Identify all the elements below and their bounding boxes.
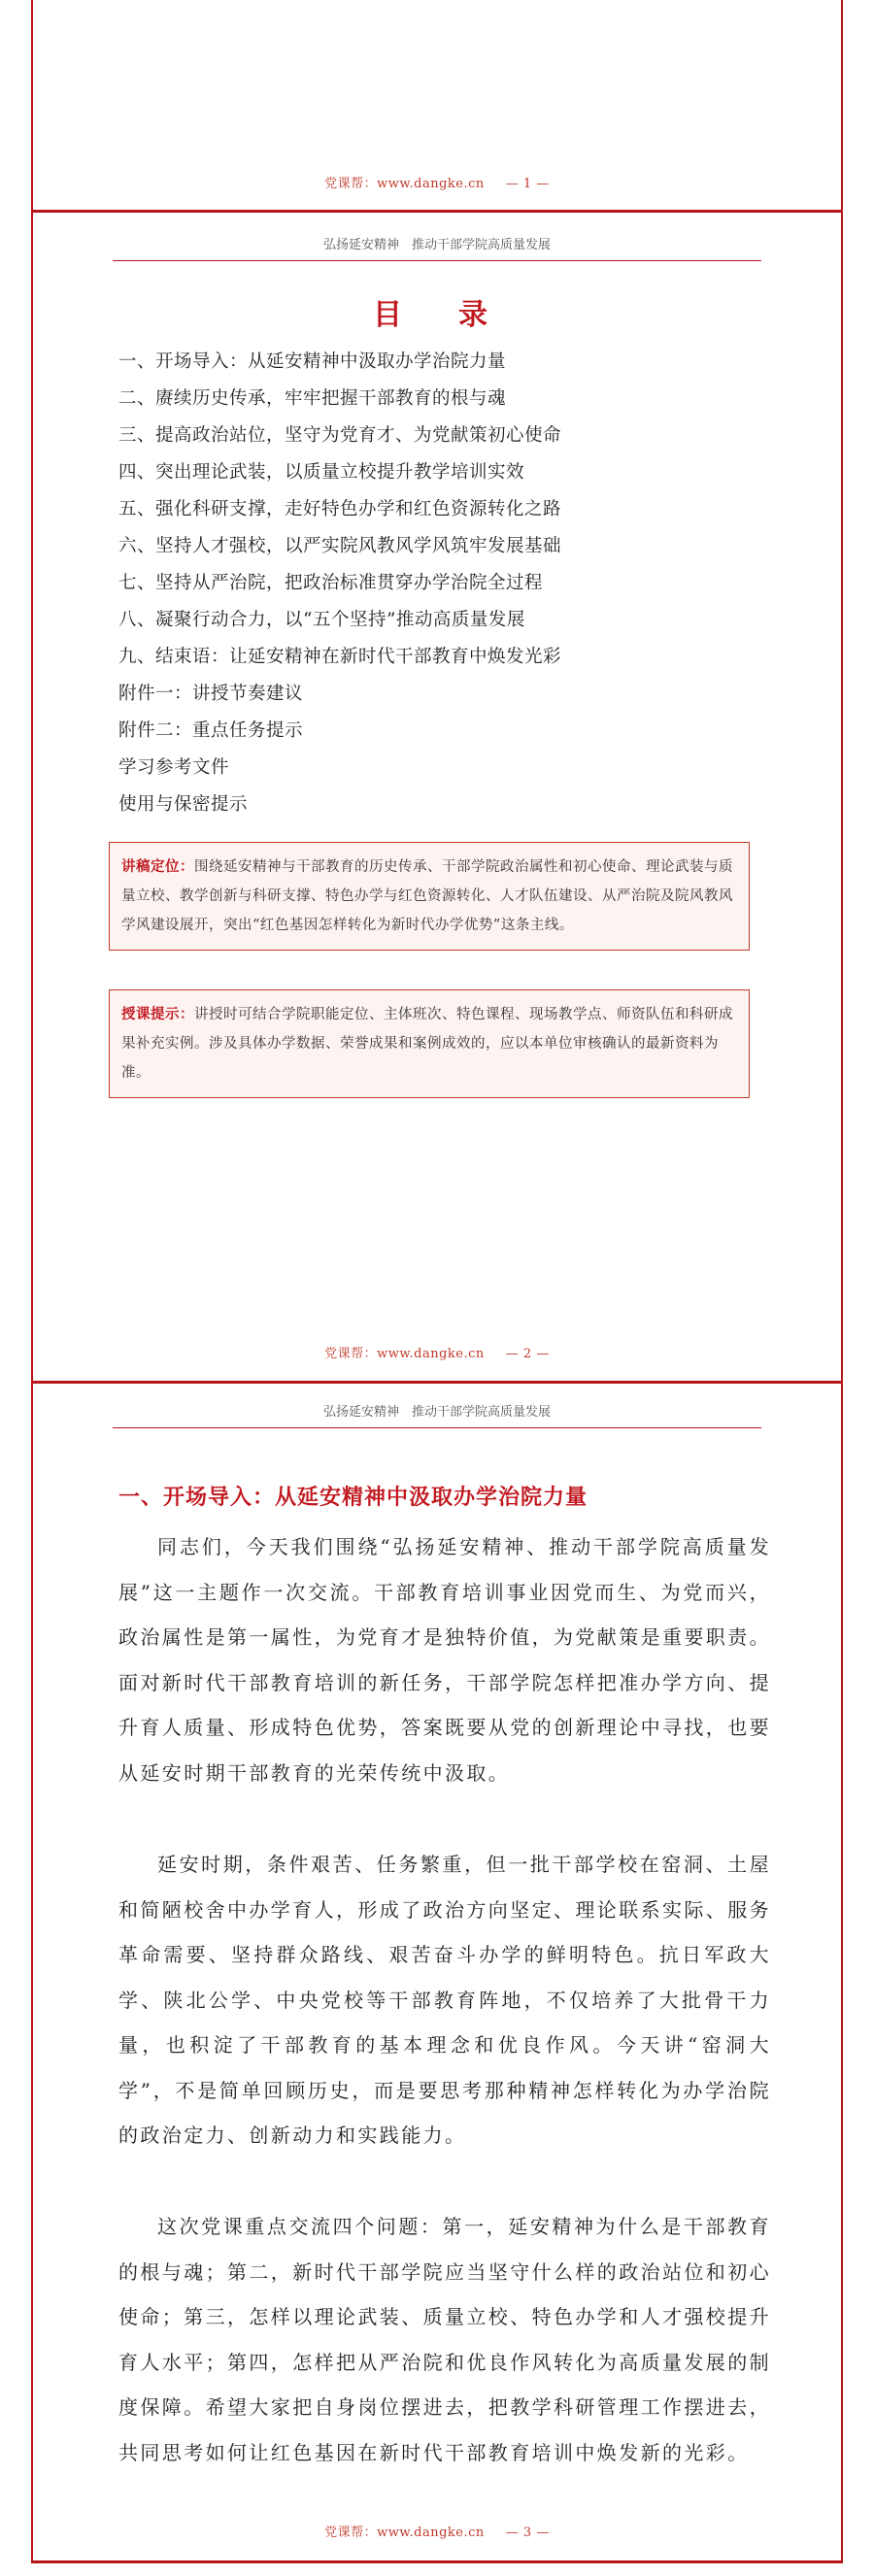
page-header: 弘扬延安精神 推动干部学院高质量发展 <box>113 234 761 261</box>
toc-item[interactable]: 一、开场导入：从延安精神中汲取办学治院力量 <box>118 351 507 372</box>
toc-item[interactable]: 七、坚持从严治院，把政治标准贯穿办学治院全过程 <box>118 573 544 593</box>
footer-site: 党课帮：www.dangke.cn <box>324 1347 485 1361</box>
toc-item[interactable]: 附件一：讲授节奏建议 <box>118 684 304 704</box>
page-footer <box>33 173 841 191</box>
toc-title: 目 录 <box>373 298 501 332</box>
body-paragraph: 同志们，今天我们围绕“弘扬延安精神、推动干部学院高质量发展”这一主题作一次交流。干部教育培训事业因党而生、为党而兴，政治属性是第一属性，为党育才是独特价值，为党献策是重要职责。面对新时代干部教育培训的新任务，干部学院怎样把准办学方向、提升育人质量、形成特色优势，答案既要从党的创新理论中寻找，也要从延安时期干部教育的光荣传统中汲取。 <box>118 1535 771 1785</box>
body-paragraph: 延安时期，条件艰苦、任务繁重，但一批干部学校在窑洞、土屋和简陋校舍中办学育人，形成了政治方向坚定、理论联系实际、服务革命需要、坚持群众路线、艰苦奋斗办学的鲜明特色。抗日军政大学、陕北公学、中央党校等干部教育阵地，不仅培养了大批骨干力量，也积淀了干部教育的基本理念和优良作风。今天讲“窑洞大学”，不是简单回顾历史，而是要思考那种精神怎样转化为办学治院的政治定力、创新动力和实践能力。 <box>118 1853 771 2147</box>
toc-item[interactable]: 八、凝聚行动合力，以“五个坚持”推动高质量发展 <box>118 610 525 630</box>
toc-item[interactable]: 九、结束语：让延安精神在新时代干部教育中焕发光彩 <box>118 647 562 667</box>
toc-list <box>118 344 783 823</box>
page-number: — 2 — <box>505 1347 550 1361</box>
note-text: 围绕延安精神与干部教育的历史传承、干部学院政治属性和初心使命、理论武装与质量立校、教学创新与科研支撑、特色办学与红色资源转化、人才队伍建设、从严治院及院风教风学风建设展开，突出“红色基因怎样转化为新时代办学优势”这条主线。 <box>121 859 733 933</box>
positioning-note <box>109 842 750 951</box>
page-2 <box>31 213 843 1382</box>
toc-item[interactable]: 三、提高政治站位，坚守为党育才、为党献策初心使命 <box>118 425 562 446</box>
toc-item[interactable]: 附件二：重点任务提示 <box>118 720 304 741</box>
page-footer <box>33 1343 841 1361</box>
note-label: 讲稿定位： <box>121 858 194 875</box>
page-3 <box>31 1384 843 2560</box>
page-footer <box>33 2522 841 2540</box>
page-1 <box>31 0 843 212</box>
page-separator <box>31 2560 843 2563</box>
page-header: 弘扬延安精神 推动干部学院高质量发展 <box>113 1401 761 1428</box>
page-number: — 1 — <box>505 177 550 191</box>
body-paragraph: 这次党课重点交流四个问题：第一，延安精神为什么是干部教育的根与魂；第二，新时代干部学院应当坚守什么样的政治站位和初心使命；第三，怎样以理论武装、质量立校、特色办学和人才强校提升育人水平；第四，怎样把从严治院和优良作风转化为高质量发展的制度保障。希望大家把自身岗位摆进去，把教学科研管理工作摆进去，共同思考如何让红色基因在新时代干部教育培训中焕发新的光彩。 <box>118 2215 771 2464</box>
toc-item[interactable]: 使用与保密提示 <box>118 794 249 815</box>
toc-item[interactable]: 六、坚持人才强校，以严实院风教风学风筑牢发展基础 <box>118 536 562 556</box>
page-number: — 3 — <box>505 2526 550 2540</box>
note-text: 讲授时可结合学院职能定位、主体班次、特色课程、现场教学点、师资队伍和科研成果补充实例。涉及具体办学数据、荣誉成果和案例成效的，应以本单位审核确认的最新资料为准。 <box>121 1007 733 1081</box>
footer-site: 党课帮：www.dangke.cn <box>324 2526 485 2540</box>
footer-site: 党课帮：www.dangke.cn <box>324 177 485 191</box>
section-title: 一、开场导入：从延安精神中汲取办学治院力量 <box>118 1485 588 1510</box>
toc-item[interactable]: 五、强化科研支撑，走好特色办学和红色资源转化之路 <box>118 499 562 519</box>
toc-item[interactable]: 四、突出理论武装，以质量立校提升教学培训实效 <box>118 462 525 483</box>
note-label: 授课提示： <box>121 1006 194 1022</box>
toc-item[interactable]: 二、赓续历史传承，牢牢把握干部教育的根与魂 <box>118 388 507 409</box>
teaching-tip-note <box>109 989 750 1098</box>
toc-item[interactable]: 学习参考文件 <box>118 757 230 778</box>
